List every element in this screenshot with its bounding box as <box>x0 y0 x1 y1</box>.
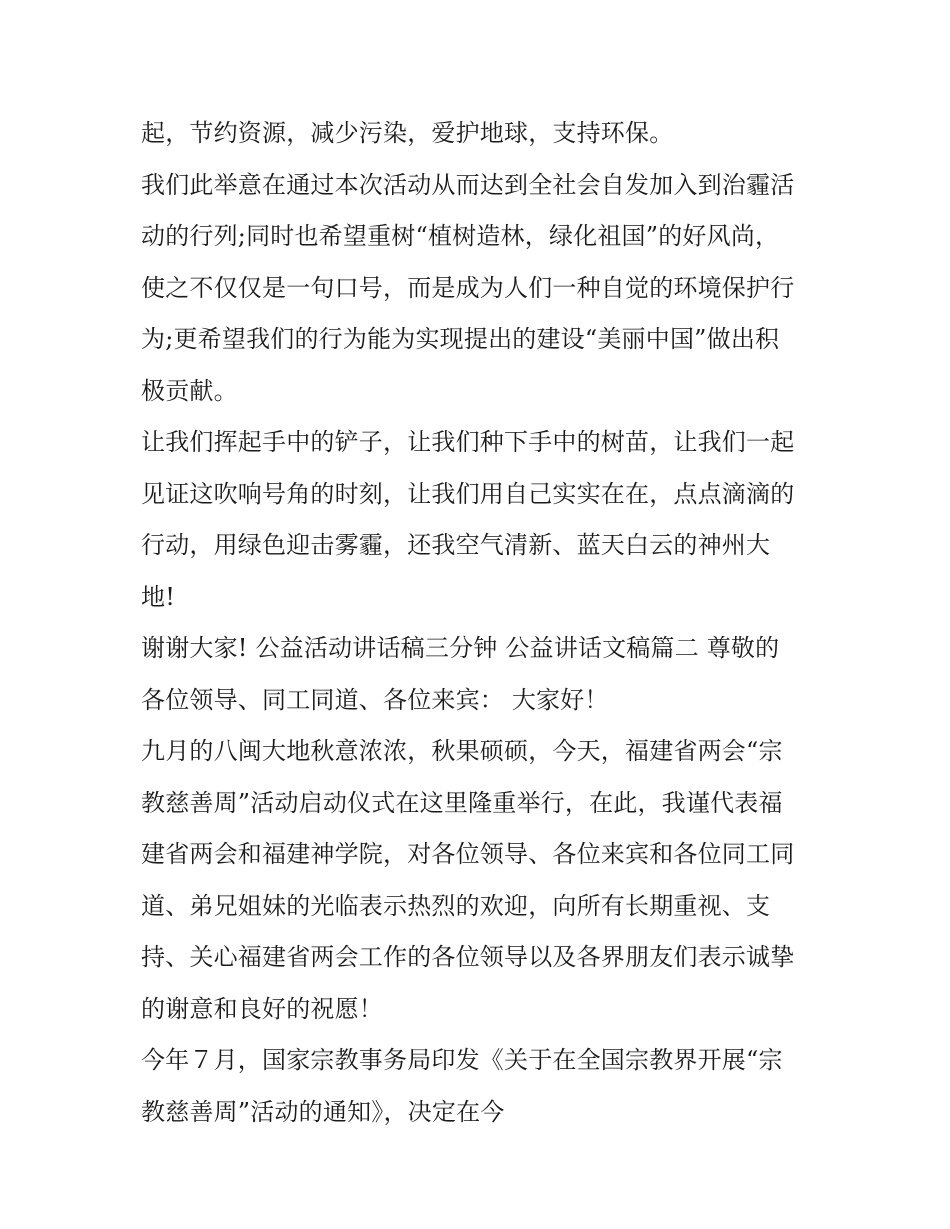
text-line: 教慈善周”活动启动仪式在这里隆重举行，在此，我谨代表福 <box>141 788 783 817</box>
text-line: 各位领导、同工同道、各位来宾： 大家好！ <box>141 685 609 714</box>
text-line: 为;更希望我们的行为能为实现提出的建设“美丽中国”做出积 <box>141 325 780 353</box>
text-line: 今年７月，国家宗教事务局印发《关于在全国宗教界开展“宗 <box>141 1046 783 1074</box>
text-line: 道、弟兄姐妹的光临表示热烈的欢迎，向所有长期重视、支 <box>141 891 771 920</box>
text-line: 见证这吹响号角的时刻，让我们用自己实实在在，点点滴滴的 <box>141 479 795 508</box>
text-line: 教慈善周”活动的通知》，决定在今 <box>141 1097 505 1126</box>
text-line: 使之不仅仅是一句口号，而是成为人们一种自觉的环境保护行 <box>141 273 795 302</box>
text-line: 我们此举意在通过本次活动从而达到全社会自发加入到治霾活 <box>141 170 795 199</box>
text-line: 动的行列;同时也希望重树“植树造林，绿化祖国”的好风尚， <box>141 222 780 250</box>
text-line: 的谢意和良好的祝愿！ <box>141 994 383 1023</box>
text-line: 九月的八闽大地秋意浓浓，秋果硕硕，今天，福建省两会“宗 <box>141 737 783 765</box>
text-line: 地! <box>141 582 176 611</box>
text-line: 行动，用绿色迎击雾霾，还我空气清新、蓝天白云的神州大 <box>141 531 771 559</box>
document-body <box>141 108 821 1138</box>
text-line: 极贡献。 <box>141 376 238 405</box>
text-line: 建省两会和福建神学院，对各位领导、各位来宾和各位同工同 <box>141 840 795 868</box>
text-line: 谢谢大家! 公益活动讲话稿三分钟 公益讲话文稿篇二 尊敬的 <box>141 634 780 662</box>
text-line: 让我们挥起手中的铲子，让我们种下手中的树苗，让我们一起 <box>141 428 795 456</box>
text-line: 起，节约资源，减少污染，爱护地球，支持环保。 <box>141 119 674 147</box>
text-line: 持、关心福建省两会工作的各位领导以及各界朋友们表示诚挚 <box>141 943 795 971</box>
